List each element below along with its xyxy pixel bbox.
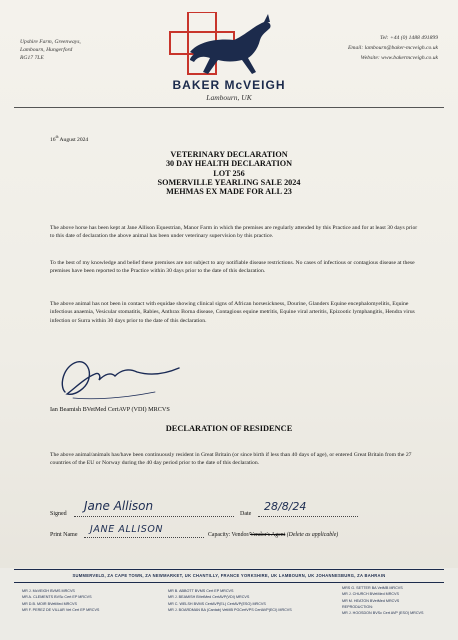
footer-top-rule [14, 569, 444, 570]
print-name-line [84, 537, 204, 538]
staff-entry: MR J. McVEIGH BVMS MRCVS [22, 589, 75, 593]
date-value: 28/8/24 [264, 500, 307, 513]
capacity-options [208, 532, 338, 538]
disease-restriction-paragraph: To the best of my knowledge and belief these premises are not subject to any notifiable disease restrictions. No cases of infectious or contagious disease at these premises have been reported to the Practice within 30 days prior to the date of this declaration. [50, 260, 415, 275]
capacity-note: (Delete as applicable) [286, 532, 339, 538]
racehorse-icon [190, 14, 271, 74]
supervision-paragraph: The above horse has been kept at Jane Allison Equestrian, Manor Farm in which the premises are regularly attended by this Practice and for at least 30 days prior to this date of declaration the above animal has been under veterinary supervision by this practice. [50, 225, 418, 240]
print-name-value: JANE ALLISON [90, 524, 164, 535]
date-suffix: th [55, 135, 59, 139]
staff-entry: MR B. ABBOTT BVMS Cert EP MRCVS [168, 589, 234, 593]
practice-address [20, 38, 160, 62]
practice-contact [278, 33, 438, 63]
staff-list-1 [22, 588, 99, 613]
address-line: RG17 7LE [20, 55, 44, 61]
capacity-label: Capacity: Vendor/ [208, 532, 250, 538]
staff-entry: MR F. PEREZ DE VILLAR Vet Cert EP MRCVS [22, 607, 100, 612]
title-line: SOMERVILLE YEARLING SALE 2024 [157, 177, 301, 187]
title-line: LOT 256 [213, 168, 245, 178]
title-line: MEHMAS EX MADE FOR ALL 23 [166, 187, 292, 197]
declaration-titles [0, 150, 458, 196]
brand-location: Lambourn, UK [206, 93, 252, 102]
staff-list-3 [342, 585, 423, 616]
title-line: 30 DAY HEALTH DECLARATION [165, 159, 293, 169]
staff-entry: REPRODUCTION: [342, 604, 373, 609]
letter-date [50, 135, 88, 143]
signed-value: Jane Allison [84, 499, 154, 513]
signed-line [74, 516, 234, 517]
staff-entry: MR D.B. MOIR BVetMed MRCVS [22, 601, 77, 606]
residence-paragraph: The above animal/animals has/have been continuously resident in Great Britain (or since birth if less than 40 days of age), or entered Great Britain from the 27 countries of the EU or Norway during the 40 day period prior to the date of this declaration. [50, 452, 412, 467]
vet-signature [55, 348, 195, 404]
address-line: Lambourn, Hungerford [20, 47, 73, 53]
staff-entry: MR J. BEAMISH BVetMed CertAVP(VDI) MRCVS [168, 595, 250, 600]
staff-entry: MR J. CHURCH BVetMed MRCVS [342, 592, 399, 597]
brand-name: BAKER McVEIGH [172, 78, 286, 92]
contact-website: Website: www.bakermcveigh.co.uk [360, 55, 438, 61]
title-line: VETERINARY DECLARATION [170, 150, 288, 159]
contact-email: Email: lambourn@baker-mcveigh.co.uk [347, 45, 438, 51]
staff-entry: MRS G. SETTER BA VetMB MRCVS [342, 586, 403, 590]
date-label: Date [240, 511, 252, 517]
staff-entry: MR J. HOOSDON BVSc Cert AVP (ESO) MRCVS [342, 611, 424, 616]
capacity-struck-option: Vendor's Agent [249, 532, 286, 538]
residence-title: DECLARATION OF RESIDENCE [165, 424, 293, 433]
staff-entry: MR C. WELSH BVMS CertAVP(EL) CertAVP(ESO) MRCVS [168, 601, 266, 606]
contact-phone: Tel: +44 (0) 1488 491899 [380, 35, 438, 41]
address-line: Upshire Farm, Greenways, [20, 39, 81, 45]
print-name-label: Print Name [50, 532, 78, 538]
signed-label: Signed [50, 511, 67, 517]
staff-entry: MR A. CLEMENTS BVSc Cert EP MRCVS [22, 595, 92, 600]
date-line [258, 516, 358, 517]
header-divider [14, 107, 444, 108]
vet-name: Ian Beamish BVetMed CertAVP (VDI) MRCVS [50, 406, 170, 413]
staff-entry: MR M. HEATON BVetMed MRCVS [342, 598, 400, 603]
staff-entry: MR J. BOARDMAN BA (Cantab) VetMB PGCertVPS CertAVP(ECI) MRCVS [168, 607, 292, 612]
contact-equidae-paragraph: The above animal has not been in contact with equidae showing clinical signs of African horsesickness, Dourine, Glanders Equine encephalomyelitis, Equine infectious anaemia, Vesicular stomatitis, Rabies, Anthrax Borna disease, Contagious equine metritis, Equine viral arteritis, Epizootic lymphangitis, Hendra virus infection or Surra within 30 days prior to the date of this declaration. [50, 301, 415, 324]
office-locations: SUMMERVELD, ZA CAPE TOWN, ZA NEWMARKET, UK CHANTILLY, FRANCE YORKSHIRE, UK LAMBOURN, UK JOHANNESBURG, ZA BAHRAIN [72, 573, 386, 578]
date-day: 16 [50, 136, 56, 143]
date-month-year: August 2024 [58, 136, 89, 143]
staff-list-2 [168, 588, 292, 613]
footer-mid-rule [14, 582, 444, 583]
